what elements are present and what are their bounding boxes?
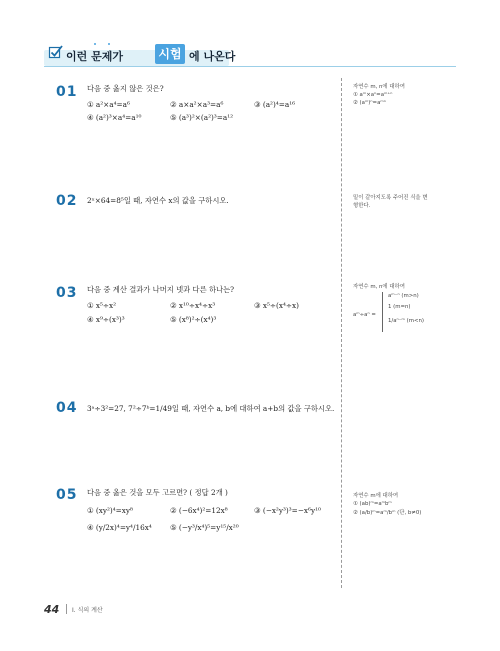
header-rule: [44, 66, 456, 67]
side-note-line: ① aᵐ×aⁿ=aᵐ⁺ⁿ: [353, 92, 393, 98]
option[interactable]: ⑤ (−y³/x⁴)⁵=y¹⁵/x²⁰: [170, 523, 239, 532]
option[interactable]: ④ x⁹÷(x³)³: [87, 315, 125, 324]
option[interactable]: ④ (a²)³×a⁴=a¹⁰: [87, 113, 142, 122]
side-note-line: ② (a/b)ᵐ=aᵐ/bᵐ (단, b≠0): [353, 510, 422, 516]
option[interactable]: ② (−6x⁴)²=12x⁸: [170, 506, 228, 515]
emphasis-dot: [108, 43, 110, 45]
option[interactable]: ② a×a²×a³=a⁶: [170, 100, 224, 109]
side-note-line: 밑이 같아지도록 주어진 식을 변: [353, 195, 428, 201]
option[interactable]: ① (xy²)⁴=xy⁸: [87, 506, 133, 515]
question-number: 03: [56, 285, 78, 301]
option[interactable]: ⑤ (a³)²×(a²)³=a¹²: [170, 113, 234, 122]
option[interactable]: ① a²×a⁴=a⁶: [87, 100, 130, 109]
question-number: 04: [56, 400, 78, 416]
question-text: 다음 중 옳은 것을 모두 고르면? ( 정답 2개 ): [87, 488, 228, 497]
question-text: 2ˣ×64=8⁵일 때, 자연수 x의 값을 구하시오.: [87, 196, 229, 205]
option[interactable]: ③ x⁵÷(x⁴÷x): [254, 301, 299, 310]
emphasis-dot: [94, 43, 96, 45]
question-text: 다음 중 계산 결과가 나머지 넷과 다른 하나는?: [87, 285, 235, 294]
side-note-line: 1 (m=n): [388, 304, 411, 310]
option[interactable]: ⑤ (x⁸)²÷(x⁴)³: [170, 315, 217, 324]
side-note-line: 자연수 m에 대하여: [353, 493, 399, 499]
header-highlight: 시험: [155, 44, 185, 64]
side-note-line: 형한다.: [353, 203, 371, 209]
question-number: 01: [56, 84, 78, 100]
side-note-line: 1/aⁿ⁻ᵐ (m<n): [388, 318, 425, 324]
question-number: 05: [56, 487, 78, 503]
header-title-before: 이런 문제가: [66, 50, 123, 63]
page-number: 44: [44, 603, 60, 616]
side-note-line: aᵐ÷aⁿ =: [353, 312, 376, 318]
option[interactable]: ④ (y/2x)⁴=y⁴/16x⁴: [87, 523, 152, 532]
side-note-line: ① (ab)ᵐ=aᵐbᵐ: [353, 501, 392, 507]
chapter-title: Ⅰ. 식의 계산: [72, 607, 103, 614]
side-note-line: 자연수 m, n에 대하여: [353, 284, 405, 290]
option[interactable]: ① x⁵÷x²: [87, 301, 117, 310]
question-text: 3ᵃ÷3²=27, 7²÷7ᵇ=1/49일 때, 자연수 a, b에 대하여 a+b의 값을 구하시오.: [87, 404, 335, 413]
side-note-line: aᵐ⁻ⁿ (m>n): [388, 293, 419, 299]
column-divider: [341, 78, 342, 588]
option[interactable]: ② x¹⁰÷x⁴÷x³: [170, 301, 216, 310]
footer-divider: [66, 604, 67, 614]
cases-brace: [382, 292, 384, 332]
question-number: 02: [56, 193, 78, 209]
checkbox-icon: [48, 44, 64, 60]
question-text: 다음 중 옳지 않은 것은?: [87, 84, 164, 93]
option[interactable]: ③ (a²)⁴=a¹⁶: [254, 100, 296, 109]
header-title-after: 에 나온다: [189, 50, 236, 63]
option[interactable]: ③ (−x²y³)³=−x⁶y¹⁰: [254, 506, 321, 515]
side-note-line: 자연수 m, n에 대하여: [353, 84, 405, 90]
side-note-line: ② (aᵐ)ⁿ=aᵐⁿ: [353, 100, 386, 106]
